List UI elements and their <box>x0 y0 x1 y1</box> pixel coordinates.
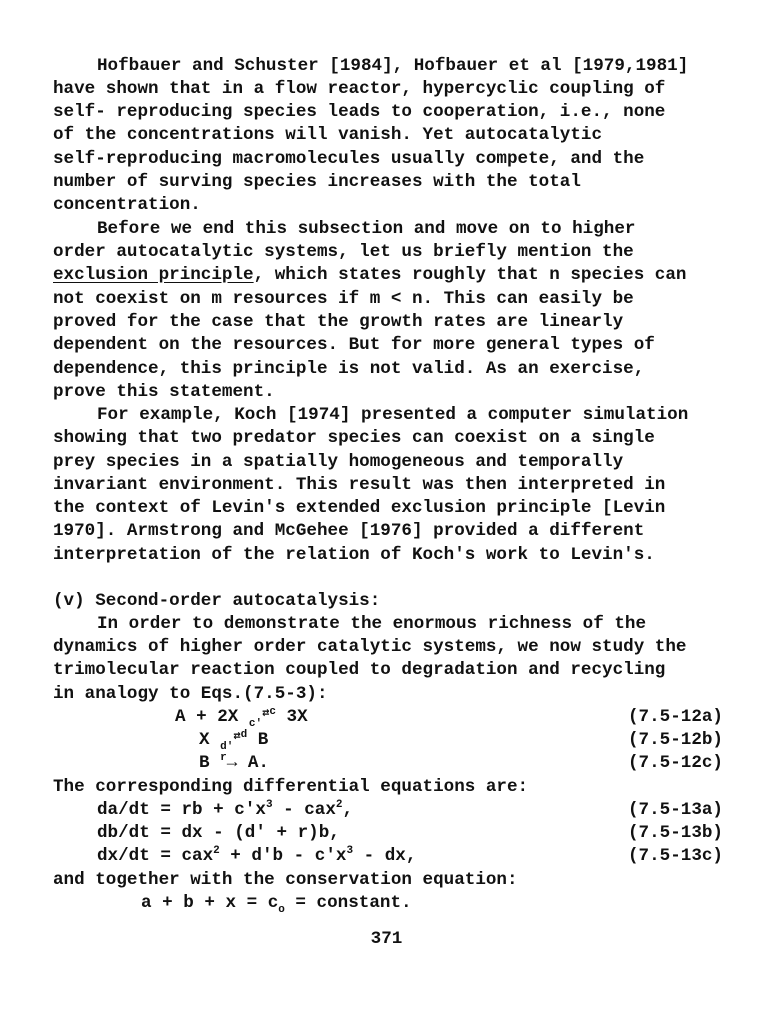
equation-number: (7.5-13c) <box>627 846 723 866</box>
eq-part: - dx, <box>353 846 417 866</box>
paragraph3-line-3: prey species in a spatially homogeneous and temporally <box>53 452 624 472</box>
eq-part: a + b + x = c <box>141 893 279 913</box>
paragraph1-line-6: number of surving species increases with the total <box>53 172 581 192</box>
reaction-lhs: B <box>199 753 221 773</box>
exponent: 2 <box>335 799 343 811</box>
rate-constant-sub: c' <box>248 718 263 730</box>
eq-part: da/dt = rb + c'x <box>97 800 266 820</box>
equation-number: (7.5-13b) <box>627 823 723 843</box>
differential-equation <box>97 845 417 866</box>
differential-equation <box>97 825 340 843</box>
paragraph1-line-7: concentration. <box>53 195 201 215</box>
equilibrium-arrow-icon: ⇄ <box>233 729 241 743</box>
paragraph2-line-3-rest: , which states roughly that n species can <box>253 265 687 285</box>
paragraph3-line-2: showing that two predator species can coexist on a single <box>53 428 655 448</box>
paragraph2-line-2: order autocatalytic systems, let us briefly mention the <box>53 242 634 262</box>
paragraph3-line-5: the context of Levin's extended exclusion principle [Levin <box>53 498 666 518</box>
section-intro-line-4: in analogy to Eqs.(7.5-3): <box>53 684 328 704</box>
eq-part: db/dt = dx - (d' + r)b, <box>97 823 340 843</box>
paragraph2-line-4: not coexist on m resources if m < n. This can easily be <box>53 289 634 309</box>
paragraph2-line-7: dependence, this principle is not valid. As an exercise, <box>53 359 645 379</box>
equation-number: (7.5-13a) <box>627 800 723 820</box>
paragraph3-line-4: invariant environment. This result was then interpreted in <box>53 475 666 495</box>
section-intro-line-3: trimolecular reaction coupled to degradation and recycling <box>53 660 666 680</box>
equation-number: (7.5-12c) <box>627 753 723 773</box>
conservation-intro: and together with the conservation equation: <box>53 870 518 890</box>
paragraph1-line-4: of the concentrations will vanish. Yet autocatalytic <box>53 125 603 145</box>
rate-constant-sub: d' <box>220 741 234 753</box>
rate-constant-sup: r <box>220 752 227 764</box>
paragraph2-line-6: dependent on the resources. But for more general types of <box>53 335 655 355</box>
paragraph1-line-3: self- reproducing species leads to cooperation, i.e., none <box>53 102 666 122</box>
exponent: 3 <box>346 845 354 857</box>
reaction-lhs: A + 2X <box>175 707 249 727</box>
exclusion-principle-term: exclusion principle <box>53 265 254 285</box>
page-number: 371 <box>370 929 403 949</box>
eq-part: , <box>342 800 354 820</box>
eq-part: + d'b - c'x <box>219 846 347 866</box>
paragraph2-line-8: prove this statement. <box>53 382 275 402</box>
reaction-rhs: B <box>247 730 269 750</box>
reaction-equation <box>199 752 269 773</box>
equation-number: (7.5-12b) <box>627 730 723 750</box>
paragraph2-line-3 <box>53 267 687 285</box>
exponent: 2 <box>213 845 220 857</box>
exponent: 3 <box>265 799 273 811</box>
equilibrium-arrow-icon: ⇄ <box>262 706 270 720</box>
differential-equation <box>97 799 354 820</box>
reaction-rhs: 3X <box>275 707 308 727</box>
section-heading: (v) Second-order autocatalysis: <box>53 591 381 611</box>
eq-part: dx/dt = cax <box>97 846 214 866</box>
paragraph3-line-7: interpretation of the relation of Koch's work to Levin's. <box>53 545 655 565</box>
reaction-equation <box>199 729 269 753</box>
paragraph2-line-5: proved for the case that the growth rates are linearly <box>53 312 624 332</box>
paragraph3-line-6: 1970]. Armstrong and McGehee [1976] provided a different <box>53 521 645 541</box>
rate-constant-sup: d <box>240 729 248 741</box>
reaction-equation <box>175 706 308 730</box>
section-intro-line-2: dynamics of higher order catalytic systems, we now study the <box>53 637 687 657</box>
reaction-rhs: → A. <box>226 753 269 773</box>
eq-part: = constant. <box>284 893 412 913</box>
paragraph1-line-5: self-reproducing macromolecules usually compete, and the <box>53 149 645 169</box>
reaction-lhs: X <box>199 730 221 750</box>
paragraph1-line-2: have shown that in a flow reactor, hypercyclic coupling of <box>53 79 666 99</box>
conservation-equation <box>141 893 412 916</box>
equation-number: (7.5-12a) <box>627 707 723 727</box>
eq-part: - cax <box>272 800 336 820</box>
paragraph1-line-1: Hofbauer and Schuster [1984], Hofbauer et al [1979,1981] <box>97 56 689 76</box>
section-intro-line-1: In order to demonstrate the enormous richness of the <box>97 614 647 634</box>
paragraph3-line-1: For example, Koch [1974] presented a computer simulation <box>97 405 689 425</box>
paragraph2-line-1: Before we end this subsection and move on to higher <box>97 219 636 239</box>
subscript: o <box>278 904 285 916</box>
rate-constant-sup: c <box>269 706 276 718</box>
differential-intro: The corresponding differential equations are: <box>53 777 529 797</box>
